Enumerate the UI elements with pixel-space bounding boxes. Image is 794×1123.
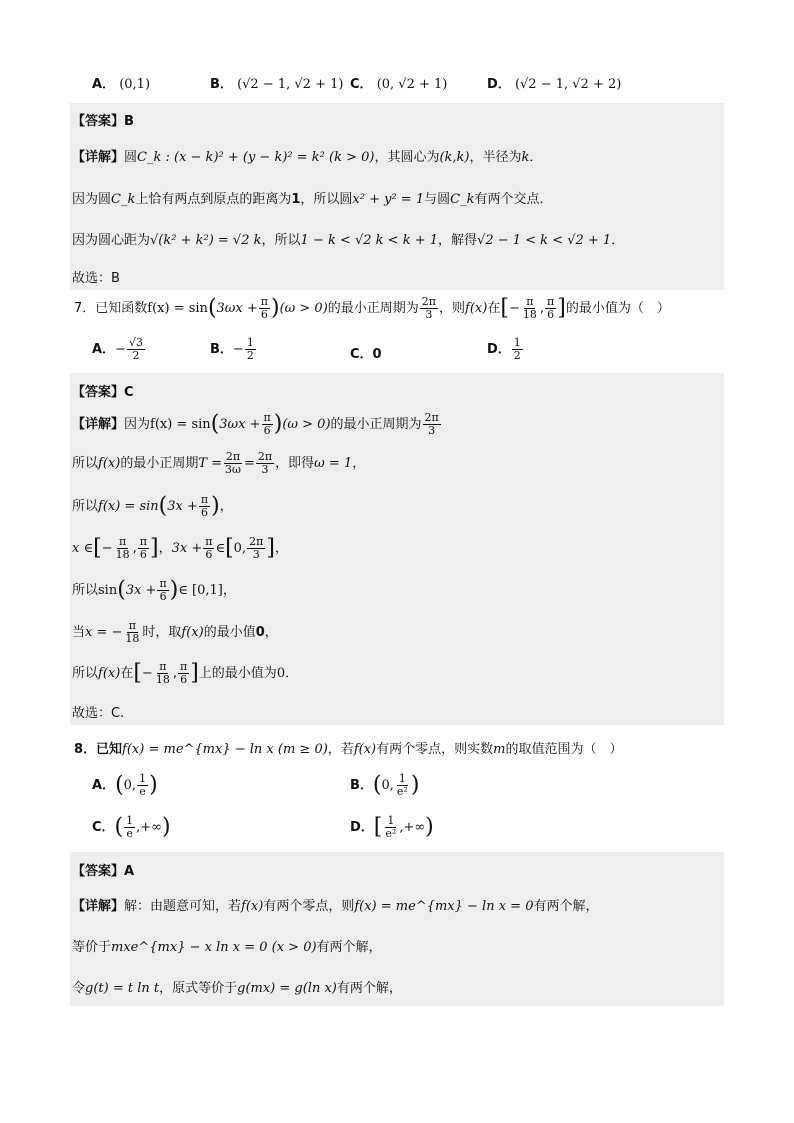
option-label: A． [92, 778, 116, 794]
answer-label: 【答案】 [72, 864, 125, 879]
math: 0, [123, 778, 137, 794]
math: x = − [85, 625, 123, 641]
q6-detail-line-2 [70, 188, 724, 207]
math: √2 − 1 < k < √2 + 1 [477, 233, 612, 248]
math: T = [198, 456, 223, 472]
math: ∈ [215, 541, 226, 557]
fraction [137, 773, 148, 798]
den: 3 [252, 548, 260, 562]
math: ω = 1 [314, 456, 353, 472]
math: 0 [276, 666, 286, 682]
q7-detail-line-5: 所以sin(3x + $\frac{\pi}{6}$ )∈ [0,1]， [72, 577, 236, 604]
fraction [521, 296, 539, 321]
den: e [126, 827, 133, 841]
fraction [247, 536, 265, 561]
math: (k,k) [439, 150, 470, 165]
math: − [101, 541, 113, 557]
fraction [512, 337, 523, 362]
math: f(x) [465, 301, 488, 317]
text: 的最小正周期为 [330, 417, 422, 433]
math: mxe^{mx} − x ln x = 0 (x > 0) [111, 940, 317, 955]
text: 时，取 [142, 625, 182, 641]
option-label: B． [210, 77, 233, 92]
den: 3 [261, 463, 269, 477]
den: 2 [132, 349, 140, 363]
den: 6 [547, 308, 555, 322]
math: 0 [372, 347, 382, 362]
fraction [154, 661, 172, 686]
q8-detail-line-1 [70, 895, 724, 914]
option-text: (0,1) [119, 77, 151, 92]
num: 1 [126, 814, 134, 827]
text: ， [219, 499, 233, 515]
math: f(x) [98, 666, 121, 682]
q7-option-c [350, 343, 382, 362]
fraction [138, 536, 149, 561]
den: e [139, 785, 146, 799]
fraction [223, 451, 243, 476]
math: f(x) [241, 899, 264, 914]
math: 0 [255, 625, 265, 641]
text: ， [352, 456, 366, 472]
q6-option-b [210, 73, 343, 92]
num: π [128, 619, 137, 632]
text: 解：由题意可知，若 [124, 899, 242, 914]
text: 的最小正周期为 [327, 301, 419, 317]
text: 的最小值为（ ） [565, 301, 670, 317]
math: f(x) [181, 625, 204, 641]
math: f(x) [98, 456, 121, 472]
q6-choose [70, 267, 724, 286]
option-text: (√2 − 1, √2 + 1) [237, 77, 344, 92]
q8-option-c: C．( $\frac{1}{e}$ ,+∞) [92, 814, 171, 841]
q6-option-c [350, 73, 447, 92]
text: 等价于 [72, 940, 112, 955]
num: 1 [246, 336, 254, 349]
text: 故选：B [72, 271, 120, 286]
option-label: A． [92, 342, 116, 358]
fraction [383, 815, 398, 840]
text: 7．已知函数 [74, 301, 148, 317]
text: 的取值范围为（ ） [505, 742, 623, 757]
option-label: B． [210, 342, 233, 358]
fraction [245, 337, 256, 362]
num: π [159, 660, 167, 673]
den: 6 [201, 506, 209, 520]
num: 2π [225, 450, 241, 463]
math: k [521, 150, 530, 165]
text: ， [158, 541, 172, 557]
text: 所以 [72, 499, 99, 515]
text: ，则 [439, 301, 466, 317]
text: 所以 [72, 666, 99, 682]
text: ． [611, 233, 625, 248]
option-label: D． [350, 820, 374, 836]
text: ， [264, 625, 278, 641]
text: ，原式等价于 [159, 981, 238, 996]
option-label: C． [350, 77, 373, 92]
text: 故选：C. [72, 706, 125, 721]
text: 因为圆 [72, 192, 112, 207]
den: 3 [425, 308, 433, 322]
num: π [159, 577, 167, 590]
option-label: A． [92, 77, 116, 92]
math: f(x) = sin [150, 417, 211, 433]
text: 所以 [72, 583, 99, 599]
text: ，所以圆 [300, 192, 353, 207]
text: 有两个解， [316, 940, 382, 955]
option-label: B． [350, 778, 373, 794]
text: 圆 [124, 150, 138, 165]
text: 令 [72, 981, 86, 996]
q7-option-a [92, 337, 146, 362]
fraction [423, 412, 441, 437]
q7-answer [70, 381, 724, 400]
answer-value: A [124, 864, 135, 879]
num: π [263, 411, 271, 424]
math: ,+∞ [399, 820, 426, 836]
math: C_k : (x − k)² + (y − k)² = k² (k > 0) [137, 150, 375, 165]
text: 上恰有两点到原点的距离为 [135, 192, 292, 207]
fraction [124, 815, 135, 840]
num: 2π [249, 535, 264, 548]
num: π [526, 295, 534, 308]
math: C_k [111, 192, 136, 207]
math: 0, [381, 778, 394, 794]
q7-detail-line-6 [70, 620, 724, 645]
num: π [179, 660, 188, 673]
math: f(x) = sin [98, 499, 159, 515]
detail-label: 【详解】 [72, 899, 125, 914]
text: ，半径为 [469, 150, 522, 165]
text: 上的最小值为 [198, 666, 277, 682]
answer-label: 【答案】 [72, 385, 125, 400]
math: (ω > 0) [279, 301, 328, 317]
text: 8．已知 [74, 742, 123, 757]
q7-detail-line-7: 所以f(x)在[− $\frac{\pi}{18}$ , $\frac{\pi}{6}$ ]上的最小值为0． [72, 660, 299, 687]
fraction [395, 773, 410, 798]
detail-label: 【详解】 [72, 150, 125, 165]
text: ， [222, 583, 236, 599]
text: ． [285, 666, 299, 682]
q7-option-b [210, 337, 257, 362]
fraction [262, 412, 273, 437]
option-label: D． [487, 342, 511, 358]
text: 有两个解， [336, 981, 402, 996]
q8-detail-line-3 [70, 977, 724, 996]
fraction [203, 536, 214, 561]
fraction [157, 578, 168, 603]
math: 1 [291, 192, 301, 207]
num: π [260, 295, 268, 308]
text: 所以 [72, 456, 99, 472]
math: sin [98, 583, 118, 599]
q7-detail-line-1: 【详解】因为f(x) = sin(3ωx + $\frac{\pi}{6}$ )(ω > 0)的最小正周期为 $\frac{2\pi}{3}$ [72, 411, 439, 438]
option-label: C． [350, 347, 373, 362]
text: 有两个解， [533, 899, 599, 914]
math: f(x) [353, 742, 377, 757]
num: 1 [139, 772, 147, 785]
num: π [118, 535, 127, 548]
den: 6 [139, 548, 147, 562]
fraction [256, 451, 274, 476]
math: 0, [233, 541, 247, 557]
math: 1 − k < √2 k < k + 1 [300, 233, 439, 248]
num: π [205, 535, 213, 548]
den: 6 [205, 548, 213, 562]
fraction [178, 661, 189, 686]
num: 2π [424, 411, 439, 424]
num: 1 [513, 336, 521, 349]
q6-answer [70, 110, 724, 129]
answer-value: B [124, 114, 134, 129]
q6-option-d [487, 73, 621, 92]
fraction [420, 296, 438, 321]
q7-stem: 7．已知函数f(x) = sin(3ωx + $\frac{\pi}{6}$ )(ω > 0)的最小正周期为 $\frac{2\pi}{3}$ ，则f(x)在[− $\frac{\pi}{18}$ , $\frac{\pi}{6}$ ]的最小值为（ ） [74, 295, 670, 322]
detail-label: 【详解】 [72, 417, 125, 433]
math: (ω > 0) [282, 417, 331, 433]
math: x ∈ [72, 541, 94, 557]
den: 3 [428, 424, 436, 438]
den: e² [396, 785, 408, 799]
fraction [259, 296, 270, 321]
den: 2 [246, 349, 254, 363]
text: 与圆 [424, 192, 451, 207]
num: π [200, 493, 209, 506]
option-label: D． [487, 77, 511, 92]
math: 3ωx + [216, 301, 258, 317]
math: − [232, 342, 244, 358]
q7-choose [70, 702, 724, 721]
math: m [493, 742, 506, 757]
den: e² [385, 827, 397, 841]
num: 1 [398, 772, 406, 785]
den: 2 [513, 349, 521, 363]
text: 的最小正周期 [120, 456, 199, 472]
den: 18 [125, 632, 140, 646]
fraction [127, 337, 145, 362]
text: 在 [120, 666, 134, 682]
option-text: (0, √2 + 1) [376, 77, 448, 92]
math: f(x) = me^{mx} − ln x (m ≥ 0) [122, 742, 328, 757]
text: 因为 [124, 417, 151, 433]
den: 6 [180, 673, 188, 687]
math: 3x + [167, 499, 198, 515]
math: − [141, 666, 153, 682]
math: g(t) = t ln t [85, 981, 160, 996]
math: ∈ [0,1] [178, 583, 223, 599]
text: 因为圆心距为 [72, 233, 151, 248]
text: 有两个交点． [474, 192, 553, 207]
den: 6 [159, 590, 167, 604]
num: π [547, 295, 555, 308]
fraction [545, 296, 556, 321]
fraction [123, 620, 141, 645]
q7-detail-line-2: 所以f(x)的最小正周期T = $\frac{2\pi}{3\omega}$ = $\frac{2\pi}{3}$ ，即得ω = 1， [72, 450, 366, 477]
den: 6 [260, 308, 268, 322]
q8-option-b: B．(0, $\frac{1}{\text{e²}}$ ) [350, 772, 420, 799]
math: g(mx) = g(ln x) [237, 981, 337, 996]
text: ，即得 [275, 456, 315, 472]
text: ， [274, 541, 288, 557]
q6-detail-line-3 [70, 229, 724, 248]
q8-answer [70, 860, 724, 879]
q8-detail-line-2 [70, 936, 724, 955]
option-label: C． [92, 820, 115, 836]
math: x² + y² = 1 [352, 192, 425, 207]
text: 有两个零点，则实数 [376, 742, 494, 757]
answer-value: C [124, 385, 134, 400]
math: 3ωx + [219, 417, 261, 433]
math: f(x) = sin [147, 301, 208, 317]
text: ，所以 [261, 233, 301, 248]
answer-label: 【答案】 [72, 114, 125, 129]
q7-option-d [487, 337, 524, 362]
q8-option-d: D．[ $\frac{1}{\text{e²}}$ ,+∞) [350, 814, 434, 841]
text: ，其圆心为 [374, 150, 440, 165]
den: 18 [155, 673, 170, 687]
math: f(x) = me^{mx} − ln x = 0 [354, 899, 534, 914]
text: 在 [487, 301, 501, 317]
math: √(k² + k²) = √2 k [150, 233, 262, 248]
text: 有两个零点，则 [263, 899, 355, 914]
den: 18 [115, 548, 130, 562]
q7-detail-line-4: x ∈[− $\frac{\pi}{18}$ , $\frac{\pi}{6}$ ]，3x + $\frac{\pi}{6}$ ∈[0, $\frac{2\pi}{3}$ ]， [72, 535, 288, 562]
text: 的最小值 [203, 625, 256, 641]
text: 当 [72, 625, 86, 641]
q6-option-a [92, 73, 150, 92]
num: √3 [128, 336, 143, 349]
den: 3ω [225, 463, 241, 477]
math: − [508, 301, 520, 317]
num: 2π [421, 295, 437, 308]
q7-detail-line-3: 所以f(x) = sin(3x + $\frac{\pi}{6}$ )， [72, 493, 233, 520]
q6-detail-line-1 [70, 146, 724, 165]
q8-option-a: A．(0, $\frac{1}{e}$ ) [92, 772, 158, 799]
den: 18 [522, 308, 537, 322]
text: ． [529, 150, 543, 165]
text: ，若 [327, 742, 354, 757]
q8-stem [72, 738, 726, 757]
den: 6 [263, 424, 271, 438]
fraction [114, 536, 132, 561]
fraction [199, 494, 210, 519]
math: 3x + [171, 541, 203, 557]
num: π [139, 535, 147, 548]
math: 3x + [125, 583, 157, 599]
text: ，解得 [438, 233, 478, 248]
math: − [115, 342, 126, 358]
math: ,+∞ [136, 820, 162, 836]
option-text: (√2 − 1, √2 + 2) [514, 77, 622, 92]
num: 2π [257, 450, 273, 463]
num: 1 [387, 814, 395, 827]
math: C_k [450, 192, 475, 207]
